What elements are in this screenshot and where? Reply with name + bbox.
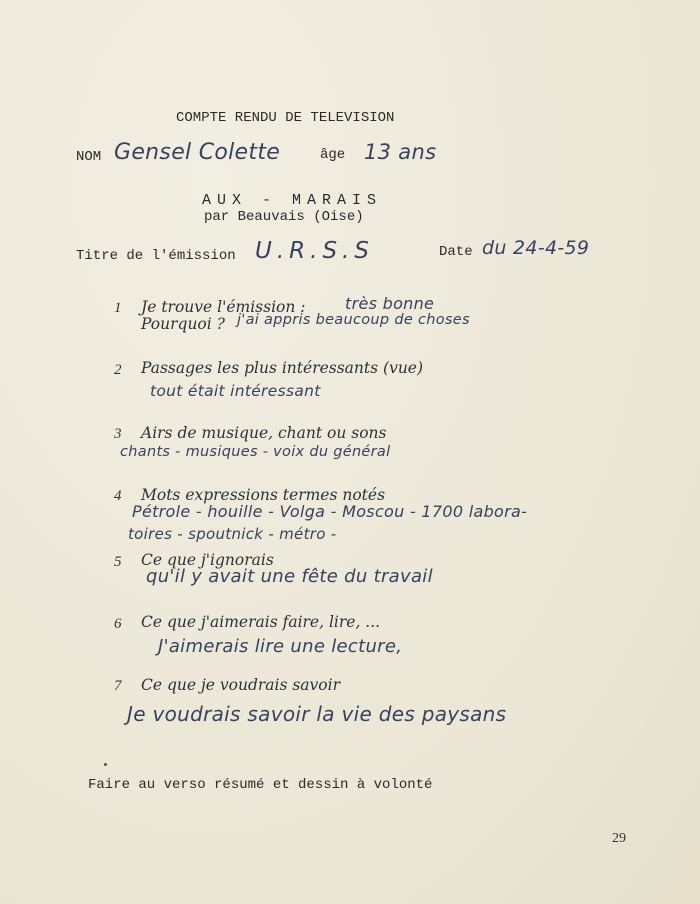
item-answer: J'aimerais lire une lecture, (158, 636, 403, 657)
item-number: 4 (114, 488, 122, 504)
item-prompt: Ce que j'ignorais (141, 551, 274, 569)
item-prompt-2: Pourquoi ? (141, 315, 225, 333)
emission-label: Titre de l'émission (76, 248, 236, 264)
item-number: 2 (114, 362, 122, 378)
school-name: AUX - MARAIS (202, 192, 383, 209)
age-label: âge (320, 147, 346, 163)
page-title: COMPTE RENDU DE TELEVISION (176, 110, 395, 126)
item-prompt: Mots expressions termes notés (141, 486, 386, 504)
item-number: 1 (114, 300, 122, 316)
item-answer: tout était intéressant (150, 382, 321, 400)
item-prompt: Je trouve l'émission : (141, 298, 306, 316)
date-value: du 24-4-59 (482, 237, 590, 259)
item-prompt: Passages les plus intéressants (vue) (141, 359, 424, 377)
item-prompt: Ce que je voudrais savoir (141, 676, 341, 694)
date-label: Date (439, 244, 473, 260)
item-inline-answer: très bonne (345, 294, 435, 313)
item-answer: chants - musiques - voix du général (120, 444, 391, 460)
item-number: 5 (114, 554, 122, 570)
item-prompt: Airs de musique, chant ou sons (141, 424, 387, 442)
item-number: 7 (114, 678, 122, 694)
nom-value: Gensel Colette (114, 140, 281, 165)
school-location: par Beauvais (Oise) (204, 209, 364, 225)
item-prompt: Ce que j'aimerais faire, lire, ... (141, 613, 381, 631)
item-answer: Pétrole - houille - Volga - Moscou - 1700 labora- (132, 502, 528, 521)
page-number: 29 (612, 831, 626, 846)
age-value: 13 ans (364, 140, 437, 164)
item-number: 6 (114, 616, 122, 632)
ink-dot (104, 763, 107, 766)
item-answer: j'ai appris beaucoup de choses (237, 312, 470, 328)
footer-note: Faire au verso résumé et dessin à volonté (88, 777, 433, 793)
item-answer-line-2: toires - spoutnick - métro - (128, 525, 337, 543)
nom-label: NOM (76, 149, 102, 165)
item-answer: qu'il y avait une fête du travail (146, 566, 433, 587)
emission-value: U.R.S.S (255, 238, 374, 264)
item-answer: Je voudrais savoir la vie des paysans (127, 702, 507, 726)
item-number: 3 (114, 426, 122, 442)
